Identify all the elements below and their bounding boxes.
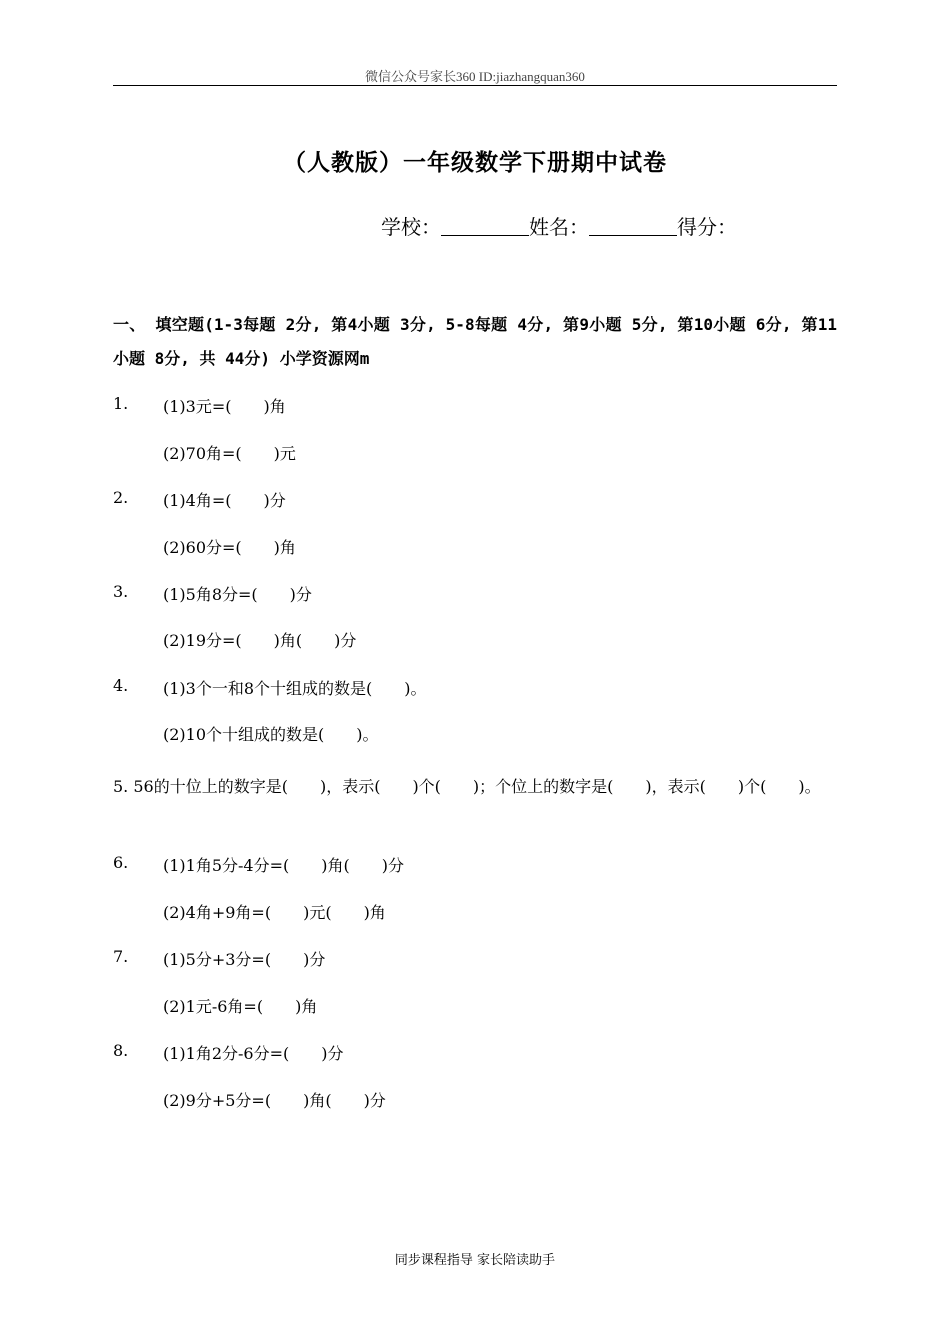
- school-blank[interactable]: [441, 217, 529, 236]
- question-part: (2)60分=( )角: [163, 538, 296, 557]
- question-part: (2)9分+5分=( )角( )分: [163, 1091, 386, 1110]
- question-number: 3.: [113, 582, 129, 601]
- question-part: (1)3个一和8个十组成的数是( )。: [163, 679, 427, 698]
- question-number: 6.: [113, 853, 129, 872]
- page-header: 微信公众号家长360 ID:jiazhangquan360: [365, 69, 585, 84]
- section-heading: 一、 填空题(1-3每题 2分, 第4小题 3分, 5-8每题 4分, 第9小题 5分, 第10小题 6分, 第11小题 8分, 共 44分) 小学资源网m: [113, 315, 837, 368]
- question-part: (1)5角8分=( )分: [163, 585, 312, 604]
- question-part: (2)4角+9角=( )元( )角: [163, 903, 386, 922]
- question-number: 8.: [113, 1041, 129, 1060]
- question-part: (2)19分=( )角( )分: [163, 631, 357, 650]
- name-blank[interactable]: [589, 217, 677, 236]
- question-number: 4.: [113, 676, 129, 695]
- name-label: 姓名：: [529, 215, 589, 239]
- question-number: 1.: [113, 394, 129, 413]
- question-part: (2)10个十组成的数是( )。: [163, 725, 379, 744]
- student-info-line: [381, 211, 737, 240]
- school-label: 学校：: [381, 215, 441, 239]
- question-part: (2)1元-6角=( )角: [163, 997, 318, 1016]
- question-part: (2)70角=( )元: [163, 444, 296, 463]
- question-part: (1)4角=( )分: [163, 491, 286, 510]
- question-part: (1)1角5分-4分=( )角( )分: [163, 856, 404, 875]
- question-number: 2.: [113, 488, 129, 507]
- question-part: (1)5分+3分=( )分: [163, 950, 326, 969]
- header-divider: [113, 85, 837, 86]
- question-5: 5. 56的十位上的数字是( )，表示( )个( )；个位上的数字是( )，表示( )个( )。: [113, 777, 821, 796]
- page-title: （人教版）一年级数学下册期中试卷: [283, 150, 667, 176]
- score-label: 得分：: [677, 215, 737, 239]
- question-part: (1)1角2分-6分=( )分: [163, 1044, 344, 1063]
- question-part: (1)3元=( )角: [163, 397, 286, 416]
- page-footer: 同步课程指导 家长陪读助手: [394, 1253, 556, 1268]
- question-number: 7.: [113, 947, 129, 966]
